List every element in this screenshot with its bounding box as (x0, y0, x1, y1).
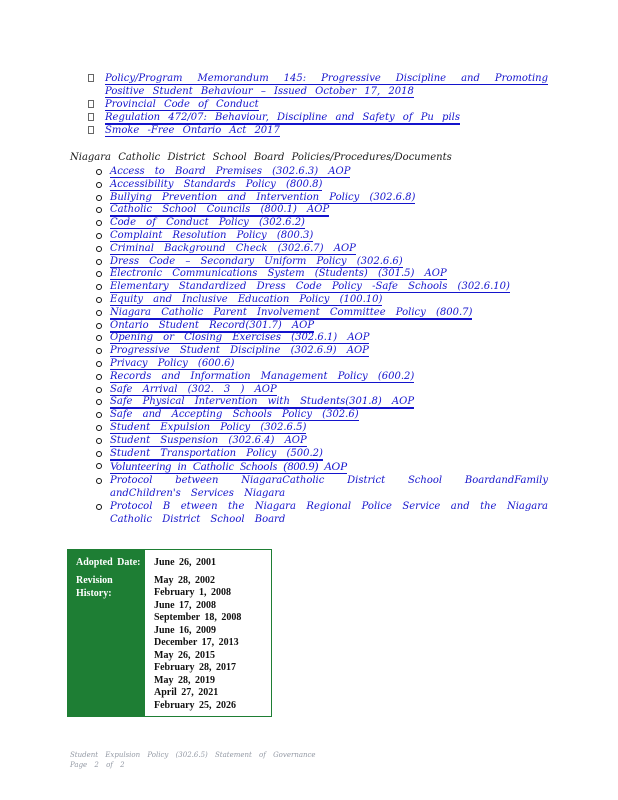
policy-link[interactable]: Complaint Resolution Policy (800.3) (110, 229, 314, 241)
adoption-table-label-column (68, 550, 145, 716)
policy-link-item (70, 243, 548, 256)
footer-doc-title: Student Expulsion Policy (302.6.5) Statement of Governance (70, 751, 316, 759)
circle-bullet-icon (96, 425, 102, 431)
circle-bullet-icon (96, 246, 102, 252)
footer-page-number: Page 2 of 2 (70, 761, 125, 769)
circle-bullet-icon (96, 412, 102, 418)
policy-link-item (70, 332, 548, 345)
revision-date: June 17, 2008 (154, 599, 217, 611)
policy-link[interactable]: Opening or Closing Exercises (302.6.1) AOP (110, 332, 370, 344)
circle-bullet-icon (96, 220, 102, 226)
policy-link-item (70, 396, 548, 409)
circle-bullet-icon (96, 387, 102, 393)
policy-link[interactable]: Safe and Accepting Schools Policy (302.6) (110, 409, 359, 421)
board-policies-list (70, 166, 548, 526)
policy-link-item (70, 179, 548, 192)
policy-link-item (70, 384, 548, 397)
revision-date: February 28, 2017 (154, 662, 237, 674)
policy-link-item (70, 422, 548, 435)
policy-link[interactable]: Records and Information Management Policy (600.2) (110, 370, 415, 382)
adoption-table (67, 549, 272, 717)
policy-link-item (70, 460, 548, 475)
policy-link[interactable]: Catholic School Councils (800.1) AOP (110, 204, 330, 216)
revision-date: May 28, 2002 (154, 574, 215, 586)
policy-link-item (70, 435, 548, 448)
policy-link[interactable]: Elementary Standardized Dress Code Policy -Safe Schools (302.6.10) (110, 281, 510, 293)
policy-link-item (70, 217, 548, 230)
revision-date: April 27, 2021 (154, 687, 219, 699)
policy-link-item (70, 371, 548, 384)
policy-link-item (70, 256, 548, 269)
policy-link-item (70, 501, 548, 527)
adoption-table-dates-column (145, 550, 271, 716)
policy-link[interactable]: Niagara Catholic Parent Involvement Committee Policy (800.7) (110, 306, 473, 318)
policy-link-item (70, 268, 548, 281)
reference-links-list (70, 72, 548, 137)
policy-link-item (70, 294, 548, 307)
revision-date: February 1, 2008 (154, 587, 232, 599)
policy-link[interactable]: Safe Arrival (302. 3 ) AOP (110, 383, 277, 395)
policy-link[interactable]: Volunteering in Catholic Schools (800.9) AOP (110, 459, 348, 474)
circle-bullet-icon (96, 504, 102, 510)
circle-bullet-icon (96, 348, 102, 354)
policy-link-item (70, 320, 548, 333)
policy-link-item (70, 204, 548, 217)
policy-link[interactable]: Ontario Student Record(301.7) AOP (110, 319, 315, 331)
square-bullet-icon (88, 113, 94, 121)
reference-link[interactable]: Regulation 472/07: Behaviour, Discipline and Safety of Pu pils (105, 112, 460, 123)
policy-link-item (70, 475, 548, 501)
policy-link[interactable]: Safe Physical Intervention with Students(301.8) AOP (110, 396, 415, 408)
policy-link-item (70, 166, 548, 179)
circle-bullet-icon (96, 478, 102, 484)
reference-link-item (70, 98, 548, 111)
circle-bullet-icon (96, 399, 102, 405)
policy-link[interactable]: Protocol between NiagaraCatholic District School BoardandFamily andChildren's Services Niagara (110, 475, 548, 499)
adopted-date-label: Adopted Date: (76, 557, 141, 569)
policy-link[interactable]: Student Expulsion Policy (302.6.5) (110, 421, 307, 433)
circle-bullet-icon (96, 207, 102, 213)
policy-link[interactable]: Privacy Policy (600.6) (110, 357, 235, 369)
circle-bullet-icon (96, 438, 102, 444)
policy-link[interactable]: Progressive Student Discipline (302.6.9) AOP (110, 345, 369, 357)
policy-link-item (70, 358, 548, 371)
circle-bullet-icon (96, 233, 102, 239)
policy-link-item (70, 281, 548, 294)
circle-bullet-icon (96, 271, 102, 277)
policy-link[interactable]: Equity and Inclusive Education Policy (100.10) (110, 293, 383, 305)
policy-link[interactable]: Student Suspension (302.6.4) AOP (110, 434, 307, 446)
policy-link[interactable]: Electronic Communications System (Students) (301.5) AOP (110, 268, 447, 280)
revision-date: February 25, 2026 (154, 699, 237, 711)
revision-date: September 18, 2008 (154, 612, 242, 624)
revision-date: May 26, 2015 (154, 649, 215, 661)
section-heading: Niagara Catholic District School Board Policies/Procedures/Documents (70, 152, 452, 163)
square-bullet-icon (88, 74, 94, 82)
reference-link[interactable]: Smoke -Free Ontario Act 2017 (105, 125, 280, 136)
circle-bullet-icon (96, 169, 102, 175)
revision-history-label: Revision History: (76, 575, 113, 600)
circle-bullet-icon (96, 297, 102, 303)
policy-link[interactable]: Access to Board Premises (302.6.3) AOP (110, 166, 351, 177)
reference-link-item (70, 124, 548, 137)
reference-link-item (70, 72, 548, 98)
square-bullet-icon (88, 100, 94, 108)
document-content (70, 72, 548, 717)
circle-bullet-icon (96, 310, 102, 316)
page-footer (70, 750, 316, 770)
revision-date: May 28, 2019 (154, 674, 215, 686)
policy-link[interactable]: Dress Code – Secondary Uniform Policy (302.6.6) (110, 255, 403, 267)
circle-bullet-icon (96, 463, 102, 469)
circle-bullet-icon (96, 323, 102, 329)
square-bullet-icon (88, 126, 94, 134)
policy-link-item (70, 409, 548, 422)
circle-bullet-icon (96, 451, 102, 457)
policy-link[interactable]: Bullying Prevention and Intervention Policy (302.6.8) (110, 191, 416, 203)
revision-date: June 16, 2009 (154, 624, 217, 636)
adopted-date-value: June 26, 2001 (154, 557, 217, 569)
policy-link[interactable]: Accessibility Standards Policy (800.8) (110, 178, 323, 190)
circle-bullet-icon (96, 182, 102, 188)
policy-link[interactable]: Criminal Background Check (302.6.7) AOP (110, 242, 356, 254)
policy-link[interactable]: Student Transportation Policy (500.2) (110, 447, 323, 459)
reference-link[interactable]: Policy/Program Memorandum 145: Progressive Discipline and Promoting Positive Student Behaviour – Issued October 17, 2018 (105, 73, 548, 97)
policy-link[interactable]: Protocol B etween the Niagara Regional Police Service and the Niagara Catholic District School Board (110, 500, 548, 525)
revision-dates-list (154, 575, 267, 713)
circle-bullet-icon (96, 284, 102, 290)
policy-link-item (70, 345, 548, 358)
circle-bullet-icon (96, 361, 102, 367)
policy-link[interactable]: Code of Conduct Policy (302.6.2) (110, 217, 305, 229)
circle-bullet-icon (96, 195, 102, 201)
circle-bullet-icon (96, 259, 102, 265)
policy-link-item (70, 307, 548, 320)
reference-link[interactable]: Provincial Code of Conduct (105, 99, 259, 110)
policy-link-item (70, 230, 548, 243)
policy-link-item (70, 192, 548, 205)
reference-link-item (70, 111, 548, 124)
circle-bullet-icon (96, 335, 102, 341)
revision-date: December 17, 2013 (154, 637, 239, 649)
circle-bullet-icon (96, 374, 102, 380)
